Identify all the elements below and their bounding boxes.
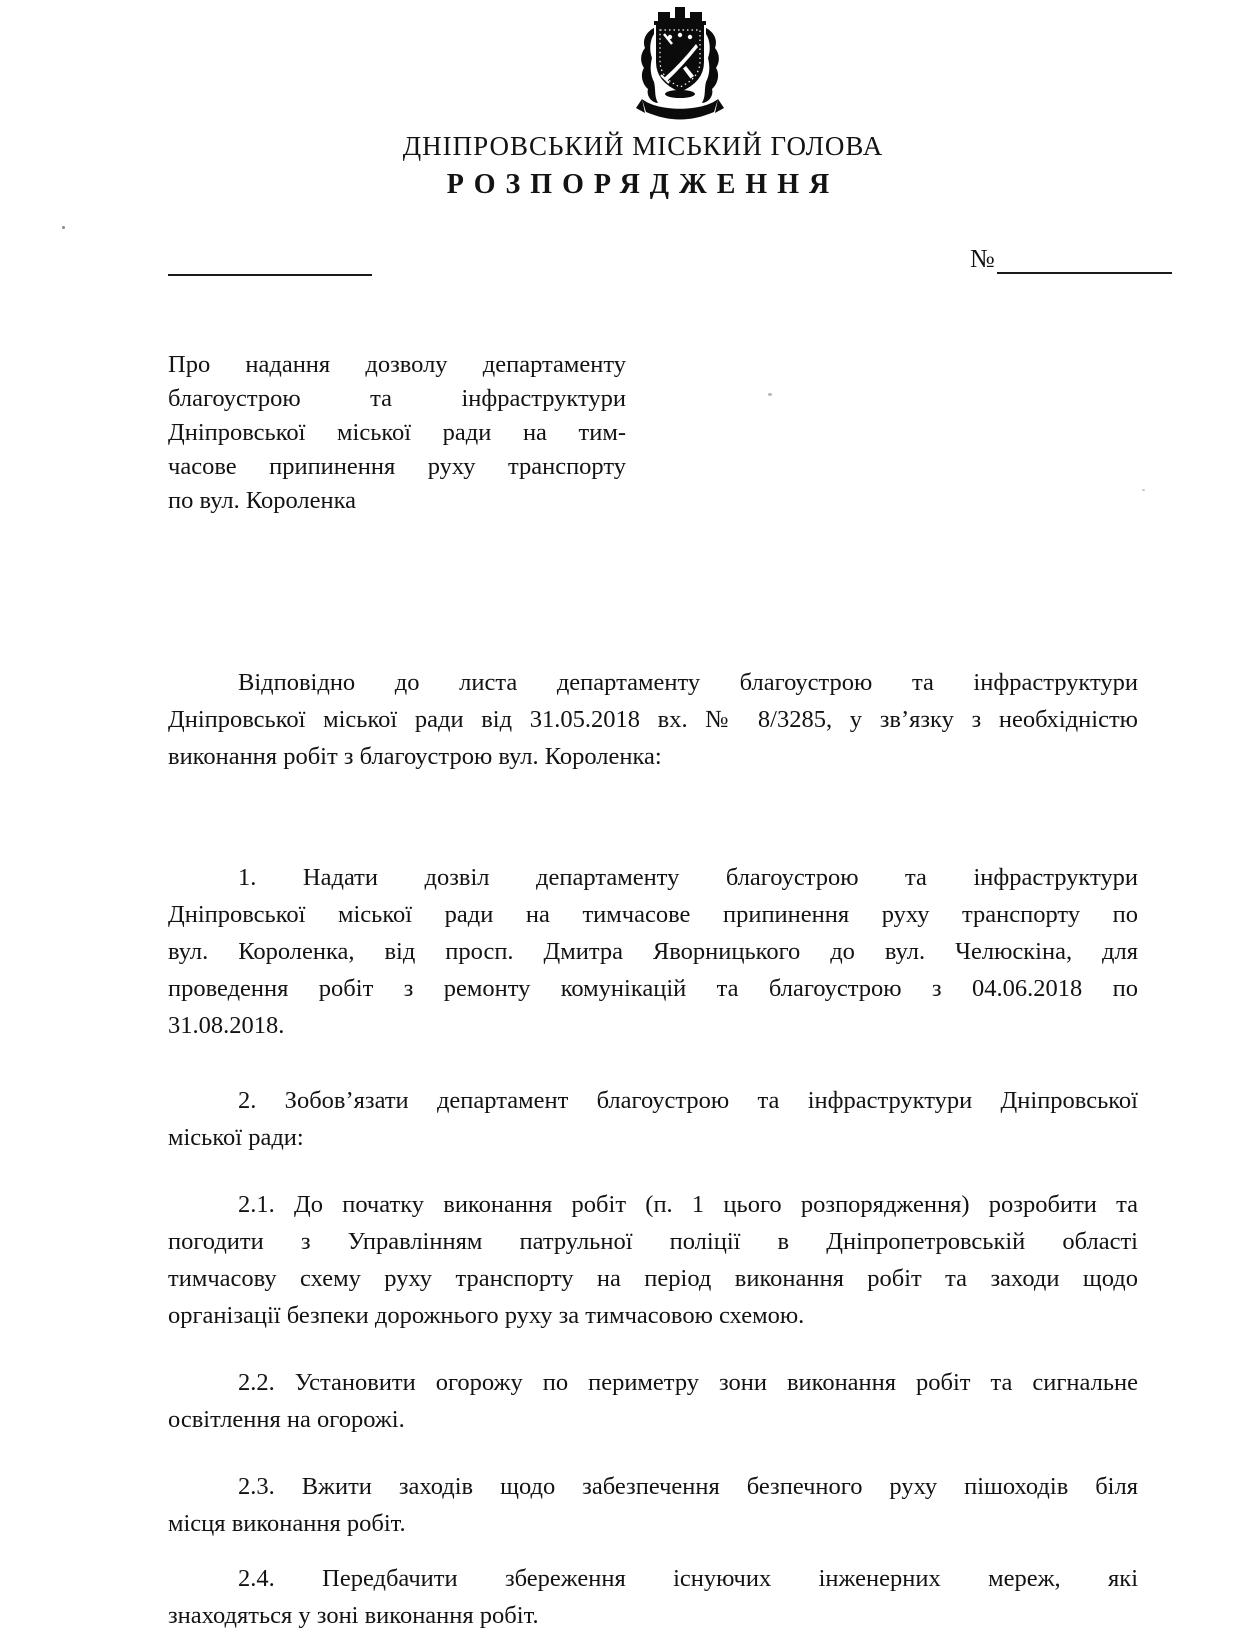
scan-speck (1142, 489, 1145, 491)
text-line: благоустрою та інфраструктури (168, 385, 626, 412)
text-line: місця виконання робіт. (168, 1510, 406, 1537)
item-2-1-paragraph (168, 1186, 1138, 1334)
subject-block (168, 348, 626, 518)
text-line: 2.3. Вжити заходів щодо забезпечення безпечного руху пішоходів біля (238, 1473, 1138, 1500)
text-line: тимчасову схему руху транспорту на період виконання робіт та заходи щодо (168, 1265, 1138, 1292)
text-line: знаходяться у зоні виконання робіт. (168, 1602, 539, 1629)
intro-paragraph (168, 664, 1138, 775)
dnipro-coat-of-arms-icon (628, 4, 732, 122)
text-line: організації безпеки дорожнього руху за тимчасовою схемою. (168, 1302, 805, 1329)
text-line: вул. Короленка, від просп. Дмитра Яворницького до вул. Челюскіна, для (168, 938, 1138, 965)
text-line: погодити з Управлінням патрульної поліції в Дніпропетровській області (168, 1228, 1138, 1255)
text-line: виконання робіт з благоустрою вул. Короленка: (168, 743, 662, 770)
text-line: Відповідно до листа департаменту благоустрою та інфраструктури (238, 669, 1138, 696)
text-line: Дніпровської міської ради від 31.05.2018 вх. № 8/3285, у зв’язку з необхідністю (168, 706, 1138, 733)
text-line: 1. Надати дозвіл департаменту благоустрою та інфраструктури (238, 864, 1138, 891)
document-body (168, 664, 1138, 1629)
text-line: 31.08.2018. (168, 1012, 285, 1039)
item-1-paragraph (168, 859, 1138, 1044)
text-line: 2.4. Передбачити збереження існуючих інженерних мереж, які (238, 1565, 1138, 1592)
item-2-3-paragraph (168, 1468, 1138, 1542)
number-blank-line (997, 272, 1172, 274)
text-line: часове припинення руху транспорту (168, 453, 626, 480)
text-line: проведення робіт з ремонту комунікацій та благоустрою з 04.06.2018 по (168, 975, 1138, 1002)
text-line: міської ради: (168, 1124, 304, 1151)
text-line: освітлення на огорожі. (168, 1406, 405, 1433)
document-type-title: РОЗПОРЯДЖЕННЯ (446, 169, 840, 200)
text-line: 2.1. До початку виконання робіт (п. 1 цього розпорядження) розробити та (238, 1191, 1138, 1218)
scan-speck (62, 226, 65, 229)
text-line: Дніпровської міської ради на тимчасове припинення руху транспорту по (168, 901, 1138, 928)
text-line: 2.2. Установити огорожу по периметру зони виконання робіт та сигнальне (238, 1369, 1138, 1396)
item-2-2-paragraph (168, 1364, 1138, 1438)
scan-speck (768, 393, 772, 396)
text-line: Про надання дозволу департаменту (168, 351, 626, 378)
text-line: по вул. Короленка (168, 487, 357, 514)
number-label: № (970, 244, 995, 273)
text-line: Дніпровської міської ради на тим- (168, 419, 626, 446)
item-2-4-paragraph (168, 1560, 1138, 1629)
item-2-paragraph (168, 1082, 1138, 1156)
org-title: ДНІПРОВСЬКИЙ МІСЬКИЙ ГОЛОВА (402, 131, 884, 161)
date-blank-line (168, 274, 372, 276)
text-line: 2. Зобов’язати департамент благоустрою та інфраструктури Дніпровської (238, 1087, 1138, 1114)
